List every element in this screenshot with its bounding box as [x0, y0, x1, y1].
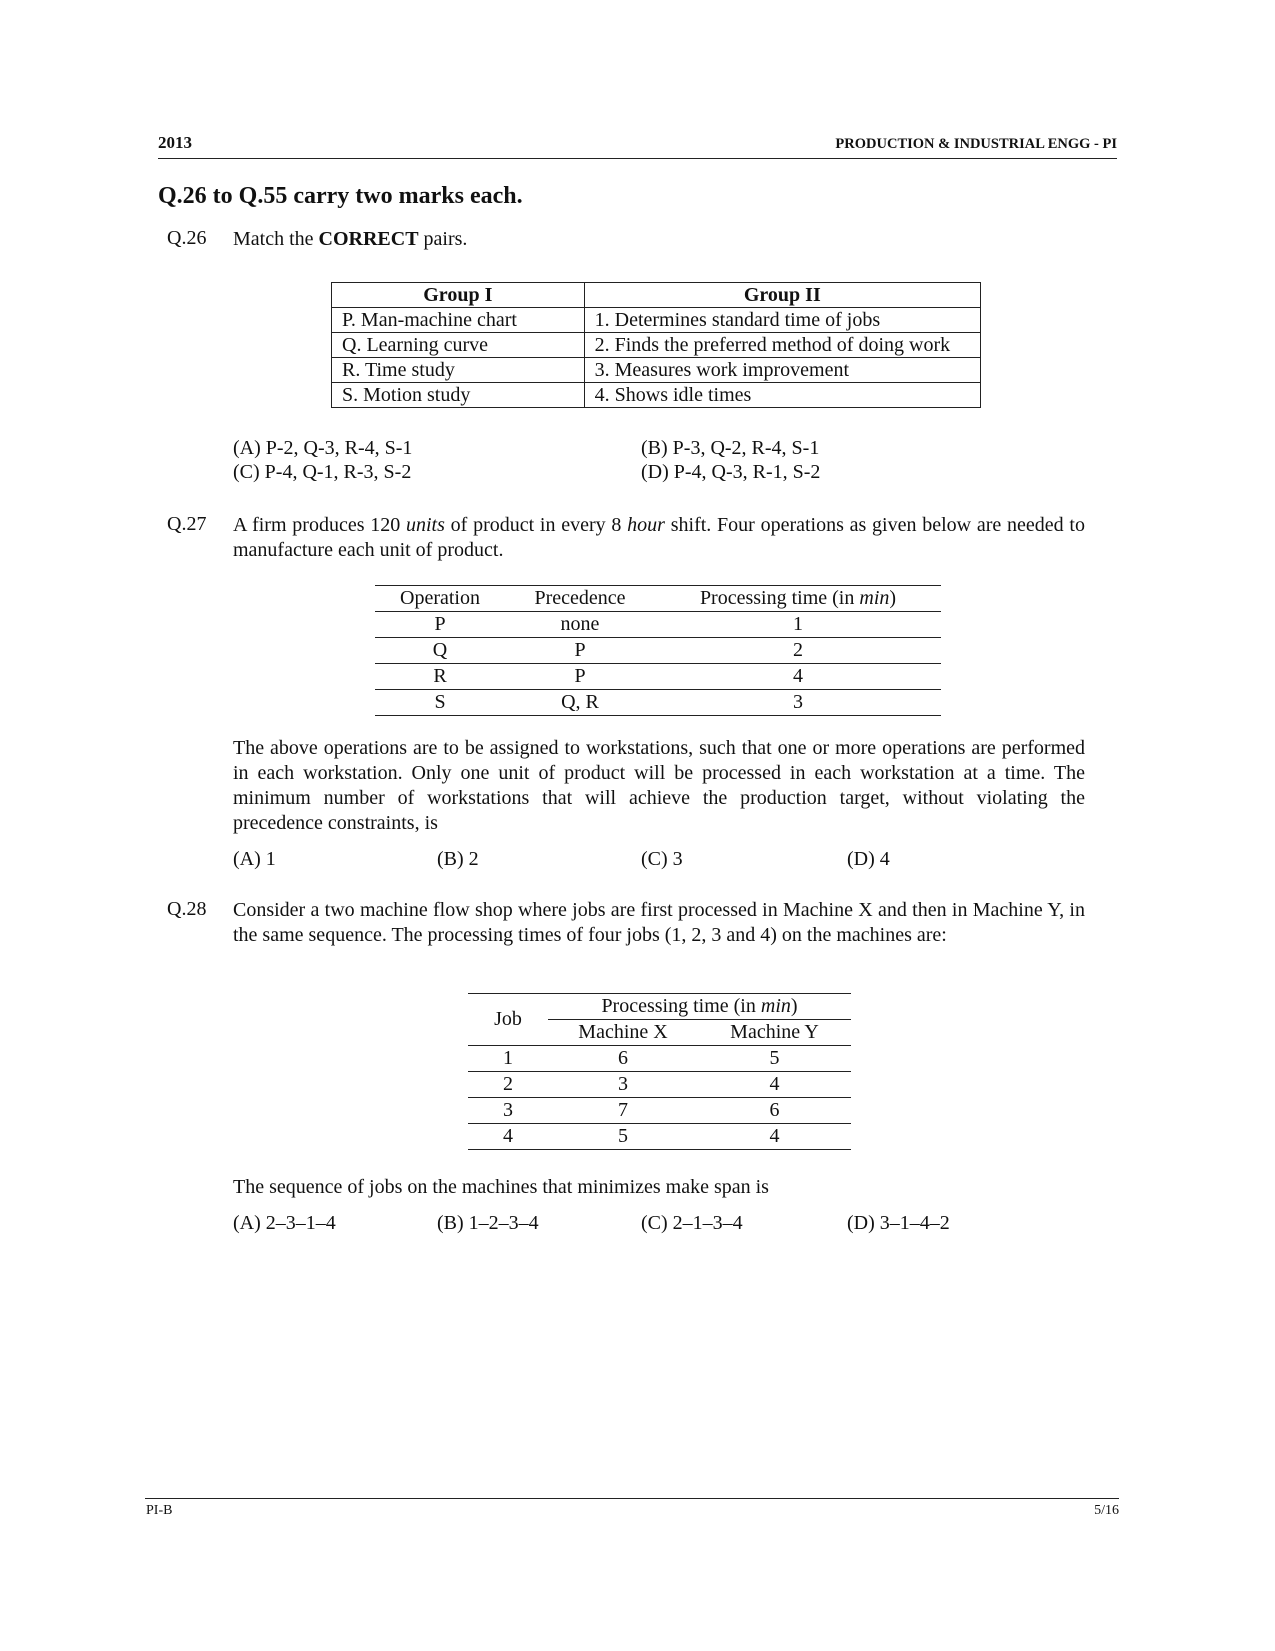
q27-cell: 1: [655, 612, 941, 638]
q27-cell: Q, R: [505, 690, 655, 716]
q26-prompt-bold: CORRECT: [318, 228, 419, 250]
q28-cell: 3: [468, 1098, 548, 1124]
q28-cell: 6: [698, 1098, 851, 1124]
q27-text-hour: hour: [627, 514, 665, 536]
q26-cell: 2. Finds the preferred method of doing work: [584, 333, 980, 358]
q28-cell: 4: [698, 1124, 851, 1150]
q26-number: Q.26: [167, 227, 207, 249]
q28-cell: 3: [548, 1072, 698, 1098]
q27-cell: none: [505, 612, 655, 638]
q28-cell: 4: [468, 1124, 548, 1150]
q27-header-time-unit: min: [859, 587, 890, 609]
q27-text-part: A firm produces 120: [233, 514, 406, 536]
header-rule: [158, 158, 1117, 159]
q27-text-part: shift. Four operations as given below are needed to manufacture each unit of product.: [233, 514, 1085, 561]
q26-match-table: [331, 282, 981, 408]
q27-text-part: of product in every 8: [444, 514, 628, 536]
q27-cell: 3: [655, 690, 941, 716]
q27-header-time-label: Processing time (in: [699, 587, 860, 609]
q28-cell: 6: [548, 1046, 698, 1072]
q27-number: Q.27: [167, 513, 207, 535]
q26-cell: Q. Learning curve: [332, 333, 585, 358]
q26-option-c: (C) P-4, Q-1, R-3, S-2: [233, 461, 412, 483]
q26-cell: R. Time study: [332, 358, 585, 383]
q28-number: Q.28: [167, 898, 207, 920]
q28-header-time-label: Processing time (in: [601, 995, 761, 1017]
q27-option-b: (B) 2: [437, 848, 479, 870]
q27-operations-table: [375, 585, 941, 716]
q27-text-units: units: [406, 514, 445, 536]
q26-cell: S. Motion study: [332, 383, 585, 408]
q27-cell: S: [375, 690, 505, 716]
q28-processing-table: [468, 993, 851, 1150]
q28-cell: 1: [468, 1046, 548, 1072]
q26-cell: 4. Shows idle times: [584, 383, 980, 408]
q28-cell: 5: [548, 1124, 698, 1150]
q28-option-c: (C) 2–1–3–4: [641, 1212, 743, 1234]
section-title: Q.26 to Q.55 carry two marks each.: [158, 183, 523, 209]
q27-option-d: (D) 4: [847, 848, 890, 870]
q28-option-d: (D) 3–1–4–2: [847, 1212, 950, 1234]
q27-header-operation: Operation: [375, 586, 505, 612]
q28-header-job: Job: [468, 994, 548, 1046]
q27-cell: P: [505, 664, 655, 690]
q28-cell: 5: [698, 1046, 851, 1072]
q28-option-b: (B) 1–2–3–4: [437, 1212, 539, 1234]
header-year: 2013: [158, 133, 192, 152]
q27-header-time: [655, 586, 941, 612]
q27-cell: P: [505, 638, 655, 664]
q28-cell: 2: [468, 1072, 548, 1098]
q28-option-a: (A) 2–3–1–4: [233, 1212, 336, 1234]
footer-paper-code: PI-B: [146, 1503, 173, 1518]
footer-rule: [145, 1498, 1119, 1499]
q27-option-a: (A) 1: [233, 848, 276, 870]
q26-cell: P. Man-machine chart: [332, 308, 585, 333]
q28-header-time-close: ): [790, 995, 798, 1017]
q27-cell: 2: [655, 638, 941, 664]
q28-header-machine-x: Machine X: [548, 1020, 698, 1046]
header-paper-title: PRODUCTION & INDUSTRIAL ENGG - PI: [835, 136, 1117, 152]
q27-text: [233, 513, 1085, 563]
q27-header-time-close: ): [889, 587, 897, 609]
q26-cell: 3. Measures work improvement: [584, 358, 980, 383]
q28-header-machine-y: Machine Y: [698, 1020, 851, 1046]
q28-header-time-unit: min: [760, 995, 791, 1017]
q28-text: Consider a two machine flow shop where jobs are first processed in Machine X and then in Machine Y, in the same sequence. The processing times of four jobs (1, 2, 3 and 4) on the machines are:: [233, 899, 1085, 946]
q28-paragraph: The sequence of jobs on the machines that minimizes make span is: [233, 1176, 769, 1198]
q27-cell: P: [375, 612, 505, 638]
footer-page-number: 5/16: [1094, 1503, 1119, 1518]
q27-cell: R: [375, 664, 505, 690]
q26-prompt-pre: Match the: [233, 228, 319, 250]
q27-cell: Q: [375, 638, 505, 664]
q26-cell: 1. Determines standard time of jobs: [584, 308, 980, 333]
q26-prompt-post: pairs.: [418, 228, 468, 250]
q26-option-d: (D) P-4, Q-3, R-1, S-2: [641, 461, 821, 483]
q28-cell: 7: [548, 1098, 698, 1124]
q27-paragraph: The above operations are to be assigned to workstations, such that one or more operations are performed in each workstation. Only one unit of product will be processed in each workstation at a time. The minimum number of workstations that will achieve the production target, without violating the precedence constraints, is: [233, 737, 1085, 834]
q26-option-b: (B) P-3, Q-2, R-4, S-1: [641, 437, 820, 459]
q26-option-a: (A) P-2, Q-3, R-4, S-1: [233, 437, 413, 459]
q28-cell: 4: [698, 1072, 851, 1098]
q26-prompt: [233, 227, 467, 252]
q27-cell: 4: [655, 664, 941, 690]
q26-header-group2: Group II: [584, 283, 980, 308]
q27-header-precedence: Precedence: [505, 586, 655, 612]
q28-header-processing-time: [548, 994, 851, 1020]
q26-header-group1: Group I: [332, 283, 585, 308]
q27-option-c: (C) 3: [641, 848, 683, 870]
